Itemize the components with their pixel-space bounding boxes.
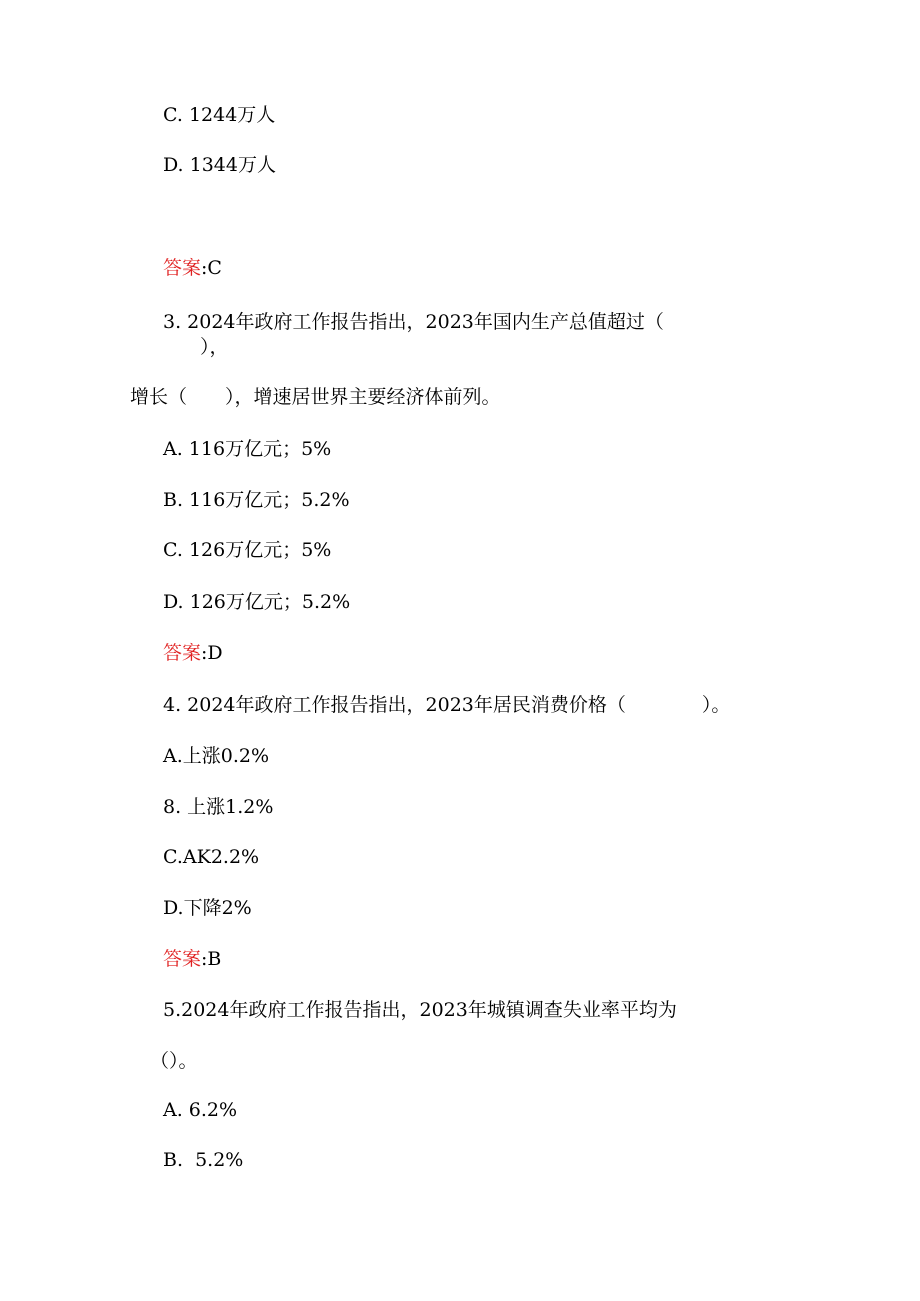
q3-option-c: C. 126万亿元；5%: [163, 539, 332, 561]
answer-value: :D: [201, 642, 223, 664]
q3-stem-line3: 增长（ ），增速居世界主要经济体前列。: [130, 386, 501, 408]
answer-label: 答案: [163, 948, 202, 970]
q3-option-d: D. 126万亿元；5.2%: [163, 591, 351, 613]
q4-stem: 4. 2024年政府工作报告指出，2023年居民消费价格（ ）。: [163, 694, 731, 716]
q2-answer: [163, 256, 222, 280]
q4-option-d: D.下降2%: [163, 897, 252, 919]
q4-option-a: A.上涨0.2%: [163, 745, 270, 767]
q5-option-b: B. 5.2%: [163, 1149, 244, 1171]
q4-option-c: C.AK2.2%: [163, 846, 260, 868]
answer-value: :C: [201, 257, 222, 279]
answer-label: 答案: [163, 642, 202, 664]
q2-option-c: D. 1344万人: [163, 154, 276, 176]
q5-stem-line1: 5.2024年政府工作报告指出，2023年城镇调查失业率平均为: [163, 999, 677, 1021]
q3-answer: [163, 641, 223, 665]
answer-label: 答案: [163, 257, 202, 279]
q3-option-a: A. 116万亿元；5%: [163, 438, 332, 460]
q3-option-b: B. 116万亿元；5.2%: [163, 489, 350, 511]
q5-stem-line2: （）。: [150, 1050, 198, 1072]
q3-stem-line1: 3. 2024年政府工作报告指出，2023年国内生产总值超过（: [163, 311, 664, 333]
q5-option-a: A. 6.2%: [163, 1099, 238, 1121]
q3-stem-line2: ），: [200, 336, 229, 358]
q4-option-b: 8. 上涨1.2%: [163, 796, 274, 818]
q2-option-b: C. 1244万人: [163, 104, 276, 126]
answer-value: :B: [201, 948, 222, 970]
q4-answer: [163, 947, 221, 971]
